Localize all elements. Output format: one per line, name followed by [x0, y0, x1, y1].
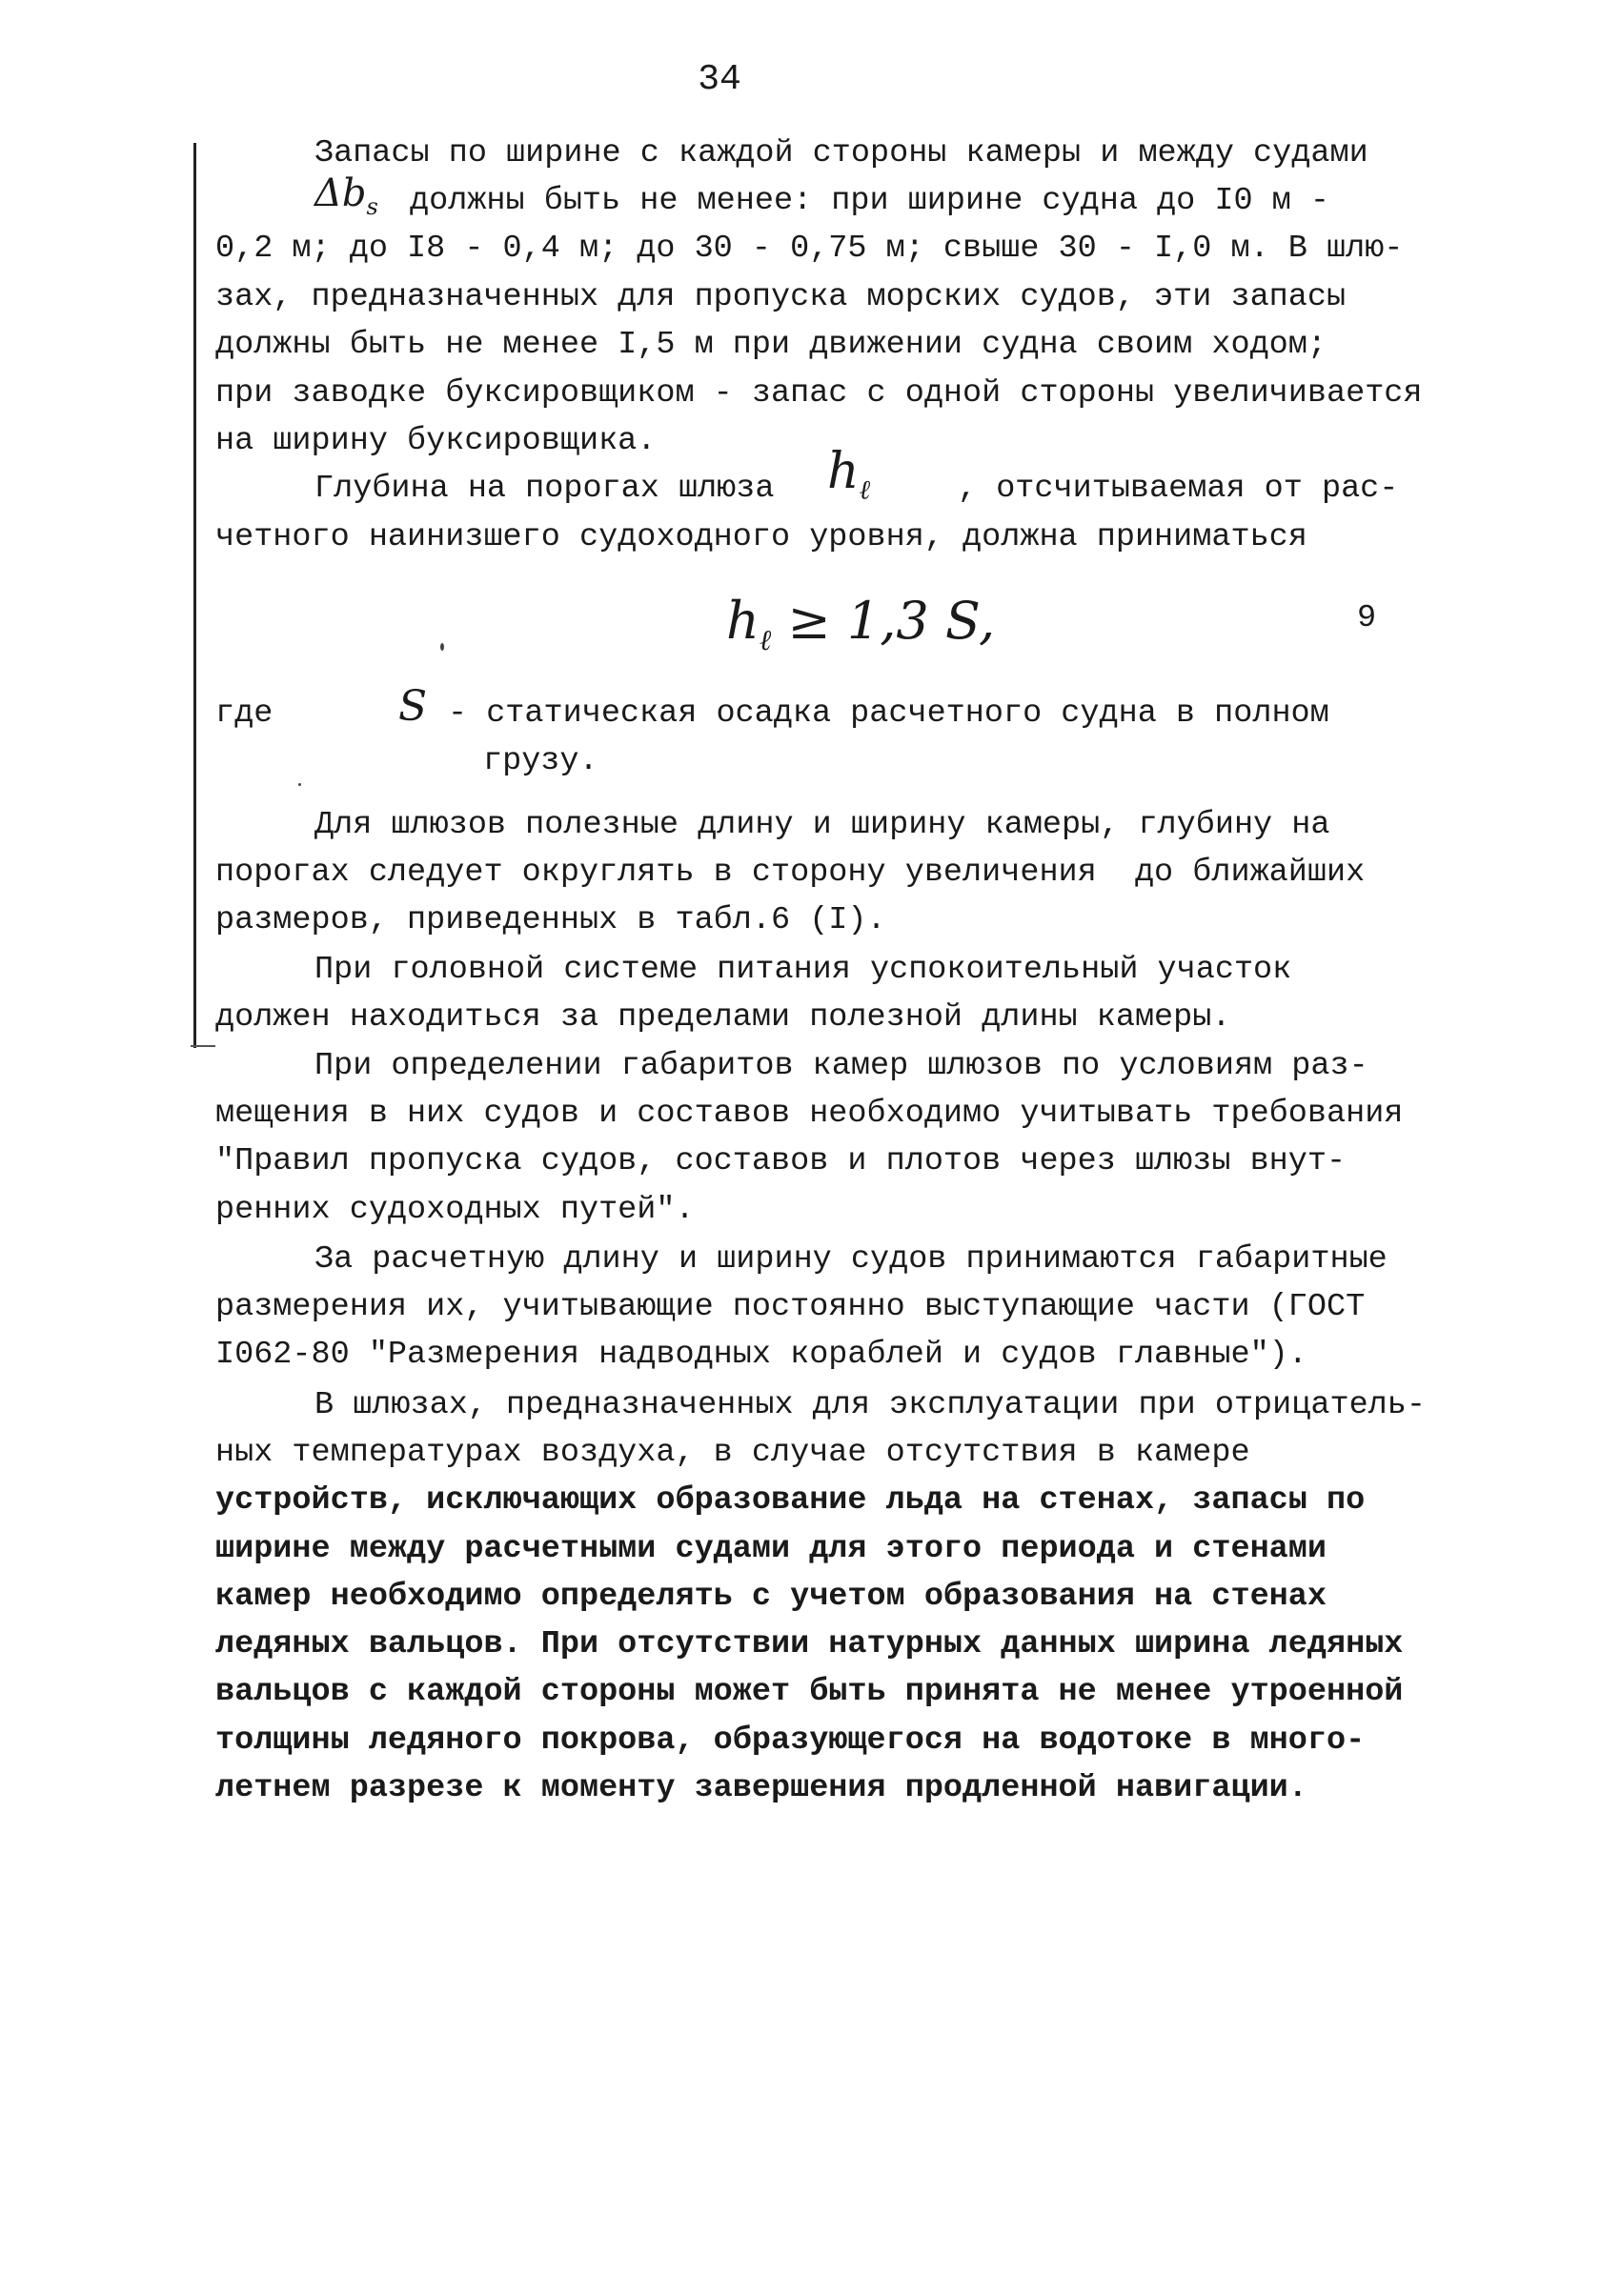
page-number: 34: [698, 59, 741, 100]
paragraph-1-line-5: должны быть не менее I,5 м при движении судна своим ходом;: [215, 327, 1327, 363]
formula-9: $h_\ell \ge 1,3$ S,: [726, 591, 996, 657]
paragraph-7-line-6: ледяных вальцов. При отсутствии натурных данных ширина ледяных: [215, 1626, 1404, 1662]
paragraph-1-line-6: при заводке буксировщиком - запас с одной стороны увеличивается: [215, 375, 1423, 412]
paragraph-1-line-2: должны быть не менее: при ширине судна до I0 м -: [410, 183, 1329, 219]
paragraph-1-line-7: на ширину буксировщика.: [215, 423, 657, 459]
paragraph-7-line-9: летнем разрезе к моменту завершения продленной навигации.: [215, 1770, 1307, 1806]
paragraph-3-line-3: размеров, приведенных в табл.6 (I).: [215, 902, 886, 938]
h-l-symbol: $h_\ell$: [827, 443, 871, 506]
paragraph-7-line-3: устройств, исключающих образование льда на стенах, запасы по: [215, 1482, 1366, 1519]
paragraph-2-line-1a: Глубина на порогах шлюза: [314, 471, 775, 507]
paragraph-3-line-2: порогах следует округлять в сторону увеличения до ближайших: [215, 855, 1366, 891]
paragraph-3-line-1: Для шлюзов полезные длину и ширину камеры, глубину на: [314, 807, 1330, 843]
paragraph-5-line-3: "Правил пропуска судов, составов и плотов через шлюзы внут-: [215, 1143, 1347, 1179]
paragraph-7-line-2: ных температурах воздуха, в случае отсутствия в камере: [215, 1435, 1250, 1471]
paragraph-1-line-1: Запасы по ширине с каждой стороны камеры и между судами: [314, 135, 1368, 171]
scan-speck: [298, 783, 301, 786]
equation-number: 9: [1357, 600, 1377, 636]
paragraph-1-line-3: 0,2 м; до I8 - 0,4 м; до 30 - 0,75 м; свыше 30 - I,0 м. В шлю-: [215, 231, 1404, 267]
where-label: где: [215, 695, 274, 732]
paragraph-5-line-1: При определении габаритов камер шлюзов по условиям раз-: [314, 1048, 1368, 1084]
paragraph-7-line-1: В шлюзах, предназначенных для эксплуатации при отрицатель-: [314, 1387, 1426, 1423]
delta-b-symbol: $\Delta b_s$: [314, 171, 378, 220]
s-symbol: S: [398, 682, 428, 731]
paragraph-6-line-2: размерения их, учитывающие постоянно выступающие части (ГОСТ: [215, 1289, 1366, 1325]
paragraph-2-line-2: четного наинизшего судоходного уровня, должна приниматься: [215, 519, 1307, 555]
where-definition-line-1: - статическая осадка расчетного судна в полном: [448, 695, 1329, 732]
paragraph-6-line-1: За расчетную длину и ширину судов принимаются габаритные: [314, 1241, 1388, 1278]
paragraph-7-line-5: камер необходимо определять с учетом образования на стенах: [215, 1579, 1327, 1615]
paragraph-7-line-8: толщины ледяного покрова, образующегося на водотоке в много-: [215, 1722, 1366, 1759]
paragraph-7-line-4: ширине между расчетными судами для этого периода и стенами: [215, 1531, 1327, 1567]
paragraph-4-line-2: должен находиться за пределами полезной длины камеры.: [215, 999, 1231, 1036]
paragraph-5-line-2: мещения в них судов и составов необходимо учитывать требования: [215, 1096, 1404, 1132]
scan-speck: [440, 643, 444, 651]
paragraph-2-line-1b: , отсчитываемая от рас-: [958, 471, 1399, 507]
paragraph-5-line-4: ренних судоходных путей".: [215, 1192, 695, 1228]
paragraph-6-line-3: I062-80 "Размерения надводных кораблей и судов главные").: [215, 1337, 1307, 1373]
paragraph-1-line-4: зах, предназначенных для пропуска морских судов, эти запасы: [215, 279, 1347, 315]
paragraph-4-line-1: При головной системе питания успокоительный участок: [314, 952, 1292, 988]
paragraph-7-line-7: вальцов с каждой стороны может быть принята не менее утроенной: [215, 1674, 1404, 1710]
margin-tick: [191, 1045, 215, 1047]
margin-revision-bar: [193, 143, 196, 1048]
where-definition-line-2: грузу.: [483, 743, 598, 779]
